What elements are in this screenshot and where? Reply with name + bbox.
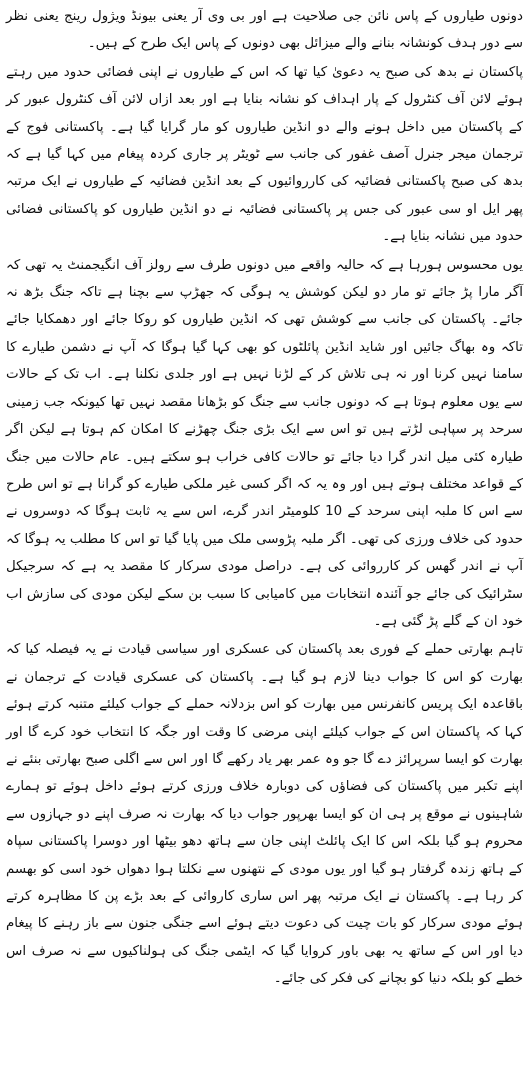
paragraph-pakistan-response: تاہم بھارتی حملے کے فوری بعد پاکستان کی عسکری اور سیاسی قیادت نے یہ فیصلہ کیا کہ بھارت کو اس کا جواب دینا لازم ہو گیا ہے۔ پاکستان کی عسکری قیادت کے ترجمان نے باقاعدہ ایک پریس کانفرنس میں بھارت کو اس بزدلانہ حملے کے جواب کیلئے متنبہ کرتے ہوئے کہا کہ پاکستان اس کے جواب کیلئے اپنی مرضی کا وقت اور جگہ کا انتخاب خود کرے گا اور بھارت کو ایسا سرپرائز دے گا جو وہ عمر بھر یاد رکھے گا اور اس سے اگلی صبح بھارتی بنئے نے اپنے تکبر میں پاکستان کی فضاؤں کی دوبارہ خلاف ورزی کرتے ہوئے داخل ہوئے تو ہمارے شاہینوں نے موقع پر ہی ان کو ایسا بھرپور جواب دیا کہ بھارت نہ صرف اپنے دو جہازوں سے محروم ہو گیا بلکہ اس کا ایک پائلٹ اپنی جان سے ہاتھ دھو بیٹھا اور دوسرا پاکستانی سپاہ کے ہاتھ زندہ گرفتار ہو گیا اور یوں مودی کے نتھنوں سے نکلتا ہوا دھواں خود اسی کو بھسم کر رہا ہے۔ پاکستان نے ایک مرتبہ پھر اس ساری کاروائی کے بعد بڑے پن کا مظاہرہ کرتے ہوئے مودی سرکار کو بات چیت کی دعوت دیتے ہوئے اسے جنگی جنون سے باز رہنے کا پیغام دیا اور اس کے ساتھ یہ بھی باور کروایا گیا کہ ایٹمی جنگ کی ہولناکیوں سے نہ صرف اس خطے کو بلکہ دنیا کو بچانے کی فکر کی جائے۔: [6, 642, 523, 987]
paragraph-aircraft-capabilities: دونوں طیاروں کے پاس نائن جی صلاحیت ہے اور بی وی آر یعنی بیونڈ ویژول رینج یعنی نظر سے دور ہدف کونشانہ بنانے والے میزائل بھی دونوں کے پاس ایک طرح کے ہیں۔: [6, 9, 523, 52]
paragraph-pakistan-claim: پاکستان نے بدھ کی صبح یہ دعویٰ کیا تھا کہ اس کے طیاروں نے اپنی فضائی حدود میں رہتے ہوئے لائن آف کنٹرول کے پار اہداف کو نشانہ بنایا ہے اور بعد ازاں لائن آف کنٹرول عبور کر کے پاکستان میں داخل ہونے والے دو انڈین طیاروں کو مار گرایا گیا ہے۔ پاکستانی فوج کے ترجمان میجر جنرل آصف غفور کی جانب سے ٹویٹر پر جاری کردہ پیغام میں کہا گیا ہے کہ بدھ کی صبح پاکستانی فضائیہ کی کارروائیوں کے بعد انڈین فضائیہ کے طیاروں نے ایک مرتبہ پھر ایل او سی عبور کی جس پر پاکستانی فضائیہ نے دو انڈین طیاروں کو پاکستانی فضائی حدود میں نشانہ بنایا ہے۔: [6, 64, 523, 245]
paragraph-rules-of-engagement: یوں محسوس ہورہا ہے کہ حالیہ واقعے میں دونوں طرف سے رولز آف انگیجمنٹ یہ تھی کہ آگر مارا پڑ جائے تو مار دو لیکن کوشش یہ ہوگی کہ جھڑپ سے بچنا ہے تاکہ جنگ بڑھ نہ جائے۔ پاکستان کی جانب سے کوشش تھی کہ انڈین طیاروں کو روکا جائے اور دھمکایا جائے تاکہ وہ بھاگ جائیں اور شاید انڈین پائلٹوں کو بھی کہا گیا ہوگا کہ آپ نے دشمن طیارے کا سامنا نہیں کرنا اور نہ ہی تلاش کر کے لڑنا نہیں ہے اور جلدی نکلنا ہے۔ اب تک کے حالات سے یوں معلوم ہوتا ہے کہ دونوں جانب سے جنگ کو بڑھانا مقصد نہیں تھا کیونکہ جب زمینی سرحد پر سپاہی لڑتے ہیں تو اس سے ایک بڑی جنگ چھڑنے کا امکان کم ہوتا ہے لیکن اگر طیارہ کئی میل اندر گرا دیا جائے تو حالات کافی خراب ہو سکتے ہیں۔ عام حالات میں جنگ کے قواعد مختلف ہوتے ہیں اور وہ یہ کہ اگر کسی غیر ملکی طیارے کو گرانا ہے تو اس طرح سے اس کا ملبہ اپنی سرحد کے 10 کلومیٹر اندر گرے، اس سے یہ ثابت ہوگا کہ دوسروں نے حدود کی خلاف ورزی کی تھی۔ اگر ملبہ پڑوسی ملک میں پایا گیا تو اس کا مطلب یہ ہوگا کہ آپ نے اندر گھس کر کارروائی کی ہے۔ دراصل مودی سرکار کا مقصد یہ ہے کہ سرجیکل سٹرائیک کی جائے جو آئندہ انتخابات میں کامیابی کا سبب بن سکے لیکن مودی کی سازش اب خود ان کے گلے پڑ گئی ہے۔: [6, 257, 523, 629]
